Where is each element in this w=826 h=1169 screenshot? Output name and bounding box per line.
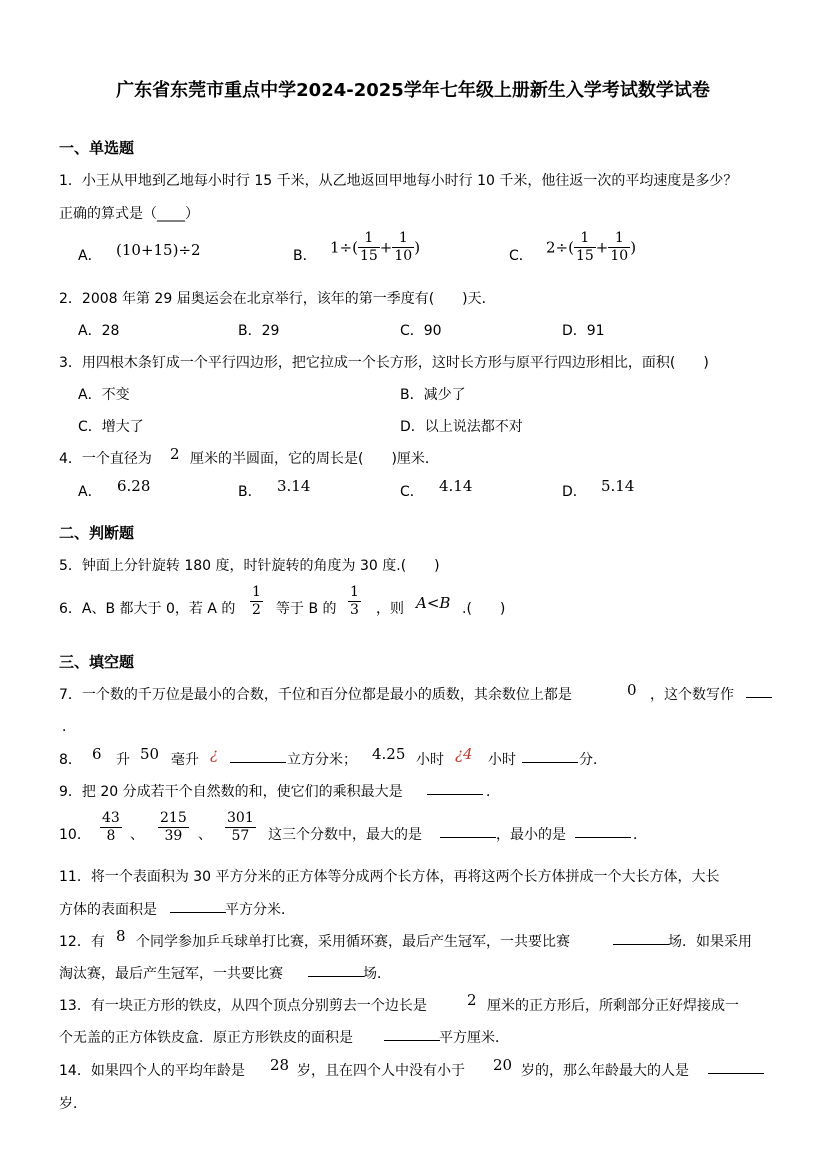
q3-option-a: A．不变 <box>78 387 130 403</box>
question-14-prefix: 14．如果四个人的平均年龄是 <box>59 1063 245 1079</box>
q4-option-b-label: B． <box>238 484 262 500</box>
q1-option-c-expression <box>546 230 636 265</box>
q4-option-d-value: 5.14 <box>601 477 635 495</box>
question-6-suffix: .( ) <box>462 601 506 617</box>
q1-option-a-expression: (10+15)÷2 <box>116 241 201 259</box>
q3-option-c: C．增大了 <box>78 419 144 435</box>
question-2: 2．2008 年第 29 届奥运会在北京举行，该年的第一季度有( )天． <box>59 291 496 307</box>
q8-symbol-2: ¿4 <box>455 745 473 763</box>
q10-fraction-3: $\frac{301}{57}$ <box>227 810 254 844</box>
question-11-line1: 11．将一个表面积为 30 平方分米的正方体等分成两个长方体，再将这两个长方体拼成一个大长方体，大长 <box>59 869 720 885</box>
q1-option-b-expression <box>330 230 420 265</box>
q4-option-c-label: C． <box>400 484 424 500</box>
section-heading-fill-blank: 三、填空题 <box>59 653 135 671</box>
question-10-number: 10． <box>59 827 91 843</box>
question-5: 5．钟面上分针旋转 180 度，时针旋转的角度为 30 度.( ) <box>59 558 440 574</box>
section-heading-single-choice: 一、单选题 <box>59 139 135 157</box>
question-12-middle: 个同学参加乒乓球单打比赛，采用循环赛，最后产生冠军，一共要比赛 <box>136 934 570 950</box>
question-10-end: ． <box>633 827 647 843</box>
question-13-prefix: 13．有一块正方形的铁皮，从四个顶点分别剪去一个边长是 <box>59 998 427 1014</box>
q8-unit-4: 小时 <box>416 752 444 768</box>
question-6-then: ，则 <box>376 601 404 617</box>
q10-blank-largest[interactable] <box>440 824 496 842</box>
question-9: 9．把 20 分成若干个自然数的和，使它们的乘积最大是 <box>59 784 403 800</box>
question-11-line2-suffix: 平方分米． <box>225 902 295 918</box>
q2-option-d: D．91 <box>562 323 605 339</box>
q4-option-d-label: D． <box>562 484 587 500</box>
q8-value-1: 6 <box>92 745 102 763</box>
q12-blank-elimination[interactable] <box>308 963 364 981</box>
question-4-prefix: 4．一个直径为 <box>59 451 152 467</box>
question-14-line2: 岁． <box>59 1096 87 1112</box>
question-9-end: ． <box>486 784 500 800</box>
question-12-line2-prefix: 淘汰赛，最后产生冠军，一共要比赛 <box>59 966 283 982</box>
question-6-expression: A<B <box>416 594 451 612</box>
q4-option-a-label: A． <box>78 484 102 500</box>
q11-answer-blank[interactable] <box>170 899 226 917</box>
q1-b-suffix: ) <box>414 238 421 257</box>
q1-c-plus: + <box>595 238 609 257</box>
q1-c-prefix: 2÷( <box>546 238 574 257</box>
q1-b-prefix: 1÷( <box>330 238 358 257</box>
question-7-prefix: 7．一个数的千万位是最小的合数，千位和百分位都是最小的质数，其余数位上都是 <box>59 687 572 703</box>
question-12-line2-suffix: 场． <box>363 966 391 982</box>
q2-option-a: A．28 <box>78 323 120 339</box>
question-10-middle-2: ，最小的是 <box>496 827 566 843</box>
q3-option-d: D．以上说法都不对 <box>400 419 523 435</box>
q1-b-fraction-2: $\frac{1}{10}$ <box>394 230 413 264</box>
q8-blank-1[interactable] <box>230 749 286 767</box>
question-4-suffix: 厘米的半圆面，它的周长是( )厘米． <box>190 451 439 467</box>
q1-b-plus: + <box>379 238 393 257</box>
question-7-number: 0 <box>627 681 637 699</box>
question-7-suffix: ，这个数写作 <box>650 687 734 703</box>
question-14-suffix: 岁的，那么年龄最大的人是 <box>521 1063 689 1079</box>
page-title: 广东省东莞市重点中学2024-2025学年七年级上册新生入学考试数学试卷 <box>116 80 710 101</box>
q10-fraction-1: $\frac{43}{8}$ <box>102 810 120 844</box>
question-6-middle: 等于 B 的 <box>276 601 337 617</box>
q8-unit-5: 小时 <box>488 752 516 768</box>
q6-fraction-1: $\frac{1}{2}$ <box>252 584 261 618</box>
question-11-line2-prefix: 方体的表面积是 <box>59 902 157 918</box>
q3-option-b: B．减少了 <box>400 387 466 403</box>
q12-blank-round-robin[interactable] <box>613 931 669 949</box>
q1-c-fraction-1: $\frac{1}{15}$ <box>575 230 594 264</box>
q2-option-c: C．90 <box>400 323 442 339</box>
question-12-prefix: 12．有 <box>59 934 105 950</box>
q8-unit-2: 毫升 <box>171 752 199 768</box>
q10-blank-smallest[interactable] <box>575 824 631 842</box>
q8-blank-2[interactable] <box>522 749 578 767</box>
section-heading-true-false: 二、判断题 <box>59 524 135 542</box>
q1-c-fraction-2: $\frac{1}{10}$ <box>610 230 629 264</box>
q7-answer-blank[interactable] <box>746 684 772 702</box>
question-13-line2-prefix: 个无盖的正方体铁皮盒．原正方形铁皮的面积是 <box>59 1030 353 1046</box>
question-1-line1: 1．小王从甲地到乙地每小时行 15 千米，从乙地返回甲地每小时行 10 千米，他往返一次的平均速度是多少？ <box>59 173 738 189</box>
question-13-suffix: 厘米的正方形后，所剩部分正好焊接成一 <box>487 998 739 1014</box>
q13-answer-blank[interactable] <box>384 1027 440 1045</box>
question-1-line2: 正确的算式是（____） <box>59 206 199 222</box>
q8-unit-3: 立方分米； <box>287 752 357 768</box>
question-7-end: ． <box>62 719 76 735</box>
q6-fraction-2: $\frac{1}{3}$ <box>350 584 359 618</box>
question-6-prefix: 6．A、B 都大于 0，若 A 的 <box>59 601 236 617</box>
question-13-line2-suffix: 平方厘米． <box>439 1030 509 1046</box>
q1-c-suffix: ) <box>630 238 637 257</box>
q9-answer-blank[interactable] <box>427 781 483 799</box>
q8-symbol-1: ¿ <box>210 745 219 763</box>
question-12-middle-2: 场．如果采用 <box>668 934 752 950</box>
question-12-number: 8 <box>116 927 126 945</box>
question-4-number: 2 <box>170 445 180 463</box>
q10-separator-1: 、 <box>130 827 144 843</box>
q4-option-b-value: 3.14 <box>277 477 311 495</box>
question-8-number: 8． <box>59 752 82 768</box>
question-14-number-2: 20 <box>493 1056 513 1074</box>
q2-option-b: B．29 <box>238 323 280 339</box>
q8-value-2: 50 <box>140 745 160 763</box>
question-10-middle: 这三个分数中，最大的是 <box>268 827 422 843</box>
q10-separator-2: 、 <box>198 827 212 843</box>
q8-unit-6: 分． <box>579 752 607 768</box>
q1-option-c-label: C． <box>509 248 533 264</box>
q10-fraction-2: $\frac{215}{39}$ <box>160 810 187 844</box>
q8-unit-1: 升 <box>116 752 130 768</box>
q4-option-c-value: 4.14 <box>439 477 473 495</box>
question-14-number-1: 28 <box>270 1056 290 1074</box>
q14-answer-blank[interactable] <box>708 1060 764 1078</box>
q1-b-fraction-1: $\frac{1}{15}$ <box>359 230 378 264</box>
q1-option-b-label: B． <box>293 248 317 264</box>
question-13-number: 2 <box>467 991 477 1009</box>
q8-value-3: 4.25 <box>372 745 406 763</box>
q1-option-a-label: A． <box>78 248 102 264</box>
question-3: 3．用四根木条钉成一个平行四边形，把它拉成一个长方形，这时长方形与原平行四边形相比，面积( ) <box>59 355 709 371</box>
q4-option-a-value: 6.28 <box>117 477 151 495</box>
question-14-middle: 岁，且在四个人中没有小于 <box>297 1063 465 1079</box>
